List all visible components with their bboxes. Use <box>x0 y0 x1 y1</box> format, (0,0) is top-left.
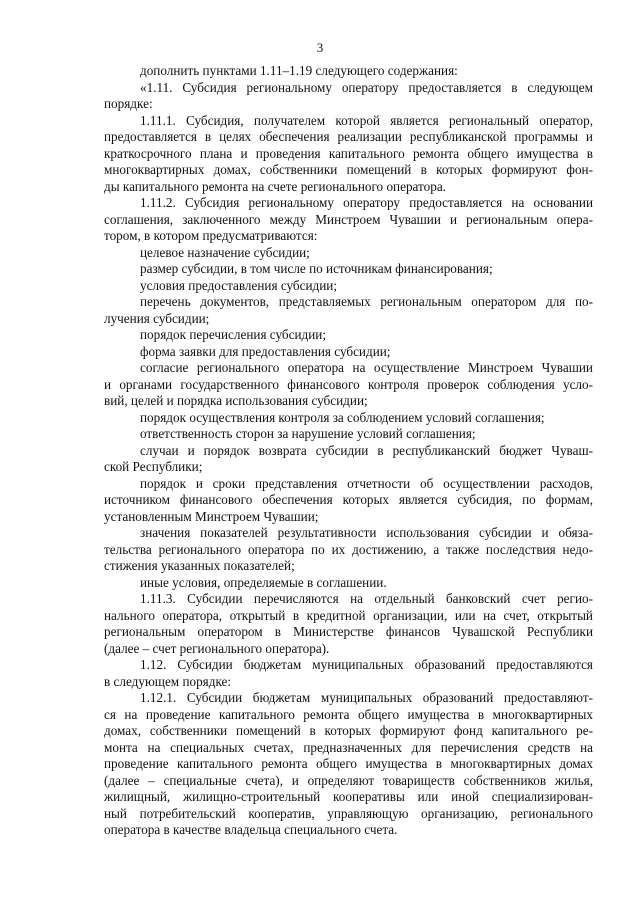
text-line: предоставляется в целях обеспечения реализации республиканской программы и <box>104 129 593 144</box>
text-line: домах, собственники помещений в которых формируют фонд капитального ре- <box>104 723 593 738</box>
text-line: краткосрочного плана и проведения капитального ремонта общего имущества в <box>104 145 593 161</box>
text-line: установленным Минстроем Чувашии; <box>104 508 319 524</box>
text-line: многоквартирных домах, собственники помещений в которых формируют фон- <box>104 162 593 177</box>
text-line: ся на проведение капитального ремонта общего имущества в многоквартирных <box>104 706 593 722</box>
text-line: в следующем порядке: <box>104 673 232 689</box>
text-line: согласие регионального оператора на осуществление Минстроем Чувашии <box>140 360 593 375</box>
text-line: жилищный, жилищно-строительный кооперативы или иной специализирован- <box>104 789 593 804</box>
text-line: тором, в котором предусматриваются: <box>104 228 318 243</box>
text-line: 1.12. Субсидии бюджетам муниципальных образований предоставляются <box>140 657 593 672</box>
text-line: вий, целей и порядка использования субсидии; <box>104 393 368 408</box>
text-line: (далее – счет регионального оператора). <box>104 640 330 656</box>
text-line: и органами государственного финансового контроля проверок соблюдения усло- <box>104 376 593 392</box>
text-line: оператора в качестве владельца специального счета. <box>104 822 398 837</box>
text-line: значения показателей результативности использования субсидии и обяза- <box>140 525 593 540</box>
text-line: (далее – специальные счета), и определяют товариществ собственников жилья, <box>104 772 593 788</box>
text-line: 1.12.1. Субсидии бюджетам муниципальных образований предоставляют- <box>140 690 593 705</box>
text-line: порядок осуществления контроля за соблюдением условий соглашения; <box>140 409 545 425</box>
text-line: ды капитального ремонта на счете регионального оператора. <box>104 178 446 194</box>
text-line: нального оператора, открытый в кредитной организации, или на счет, открытый <box>104 607 593 623</box>
text-line: ответственность сторон за нарушение условий соглашения; <box>140 426 476 441</box>
text-line: 1.11.2. Субсидия региональному оператору предоставляется на основании <box>140 195 593 210</box>
text-line: перечень документов, представляемых региональным оператором для по- <box>140 294 593 309</box>
text-line: 1.11.1. Субсидия, получателем которой является региональный оператор, <box>140 112 593 128</box>
text-line: монта на специальных счетах, предназначенных для перечисления средств на <box>104 739 593 755</box>
text-line: источником финансового обеспечения которых является субсидия, по формам, <box>104 492 593 507</box>
text-line: целевое назначение субсидии; <box>140 244 310 260</box>
text-line: проведение капитального ремонта общего имущества в многоквартирных домах <box>104 756 593 771</box>
page-number: 3 <box>316 40 324 55</box>
text-line: 1.11.3. Субсидии перечисляются на отдельный банковский счет регио- <box>140 591 593 606</box>
text-line: иные условия, определяемые в соглашении. <box>140 574 387 590</box>
text-line: ный потребительский кооператив, управляющую организацию, регионального <box>104 805 593 821</box>
text-line: тельства регионального оператора по их достижению, а также последствия недо- <box>104 541 593 557</box>
text-line: региональным оператором в Министерстве финансов Чувашской Республики <box>104 624 593 639</box>
text-line: условия предоставления субсидии; <box>140 277 338 293</box>
document-body <box>104 63 593 839</box>
text-line: «1.11. Субсидия региональному оператору предоставляется в следующем <box>140 79 593 95</box>
text-line: случаи и порядок возврата субсидии в республиканский бюджет Чуваш- <box>140 442 593 458</box>
text-line: размер субсидии, в том числе по источникам финансирования; <box>140 261 493 276</box>
text-line: дополнить пунктами 1.11–1.19 следующего содержания: <box>140 63 458 78</box>
text-line: ской Республики; <box>104 459 203 474</box>
text-line: порядок перечисления субсидии; <box>140 327 327 342</box>
text-line: порядке: <box>104 96 153 111</box>
text-line: порядок и сроки представления отчетности об осуществлении расходов, <box>140 475 593 491</box>
text-line: форма заявки для предоставления субсидии; <box>140 343 391 359</box>
text-line: лучения субсидии; <box>104 310 210 326</box>
text-line: стижения указанных показателей; <box>104 558 295 573</box>
text-line: соглашения, заключенного между Минстроем Чувашии и региональным опера- <box>104 211 593 227</box>
